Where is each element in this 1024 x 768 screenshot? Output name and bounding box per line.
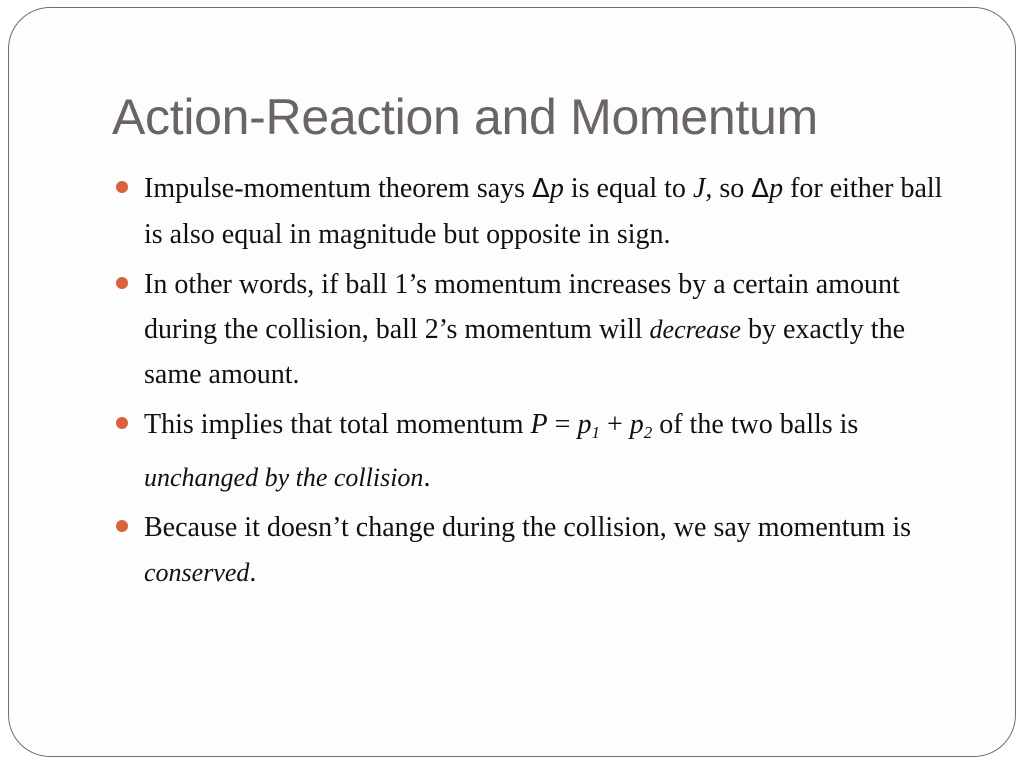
- bullet-text: is equal to: [563, 173, 693, 204]
- momentum-symbol: p: [549, 173, 564, 204]
- bullet-dot-icon: [116, 520, 128, 532]
- bullet-text: by exactly the same amount.: [144, 314, 906, 390]
- emphasis-text: conserved: [144, 558, 250, 587]
- bullet-list: [116, 166, 966, 600]
- bullet-text: This implies that total momentum: [144, 409, 531, 440]
- plus-sign: +: [599, 409, 630, 440]
- bullet-text: Impulse-momentum theorem says: [144, 173, 533, 204]
- bullet-text: for either ball is also equal in magnitude but opposite in sign.: [144, 173, 943, 250]
- subscript: 2: [643, 423, 653, 442]
- slide-title: Action-Reaction and Momentum: [112, 89, 818, 145]
- momentum-symbol: p: [629, 409, 644, 440]
- bullet-dot-icon: [116, 417, 128, 429]
- bullet-dot-icon: [116, 277, 128, 289]
- momentum-symbol: p: [769, 173, 784, 204]
- delta-symbol: Δ: [751, 174, 770, 204]
- bullet-text: .: [423, 462, 431, 493]
- bullet-item-conserved: [116, 505, 966, 595]
- bullet-text: .: [249, 557, 257, 588]
- momentum-symbol: p: [577, 409, 592, 440]
- bullet-item-impulse: [116, 166, 966, 257]
- emphasis-text: decrease: [649, 315, 741, 344]
- equals-sign: =: [547, 409, 578, 440]
- total-momentum-symbol: P: [530, 409, 548, 440]
- bullet-text: In other words, if ball 1’s momentum increases by a certain amount during the collision, ball 2’s momentum will: [144, 269, 900, 345]
- bullet-text: so: [712, 173, 752, 204]
- delta-symbol: Δ: [532, 174, 550, 204]
- bullet-text: Because it doesn’t change during the collision, we say momentum is: [144, 512, 911, 543]
- bullet-item-total-momentum: [116, 402, 966, 500]
- bullet-item-other-words: [116, 262, 966, 397]
- impulse-symbol: J,: [692, 173, 713, 204]
- bullet-text: of the two balls is: [652, 409, 859, 440]
- bullet-dot-icon: [116, 181, 128, 193]
- emphasis-text: unchanged by the collision: [144, 463, 424, 492]
- subscript: 1: [591, 423, 600, 442]
